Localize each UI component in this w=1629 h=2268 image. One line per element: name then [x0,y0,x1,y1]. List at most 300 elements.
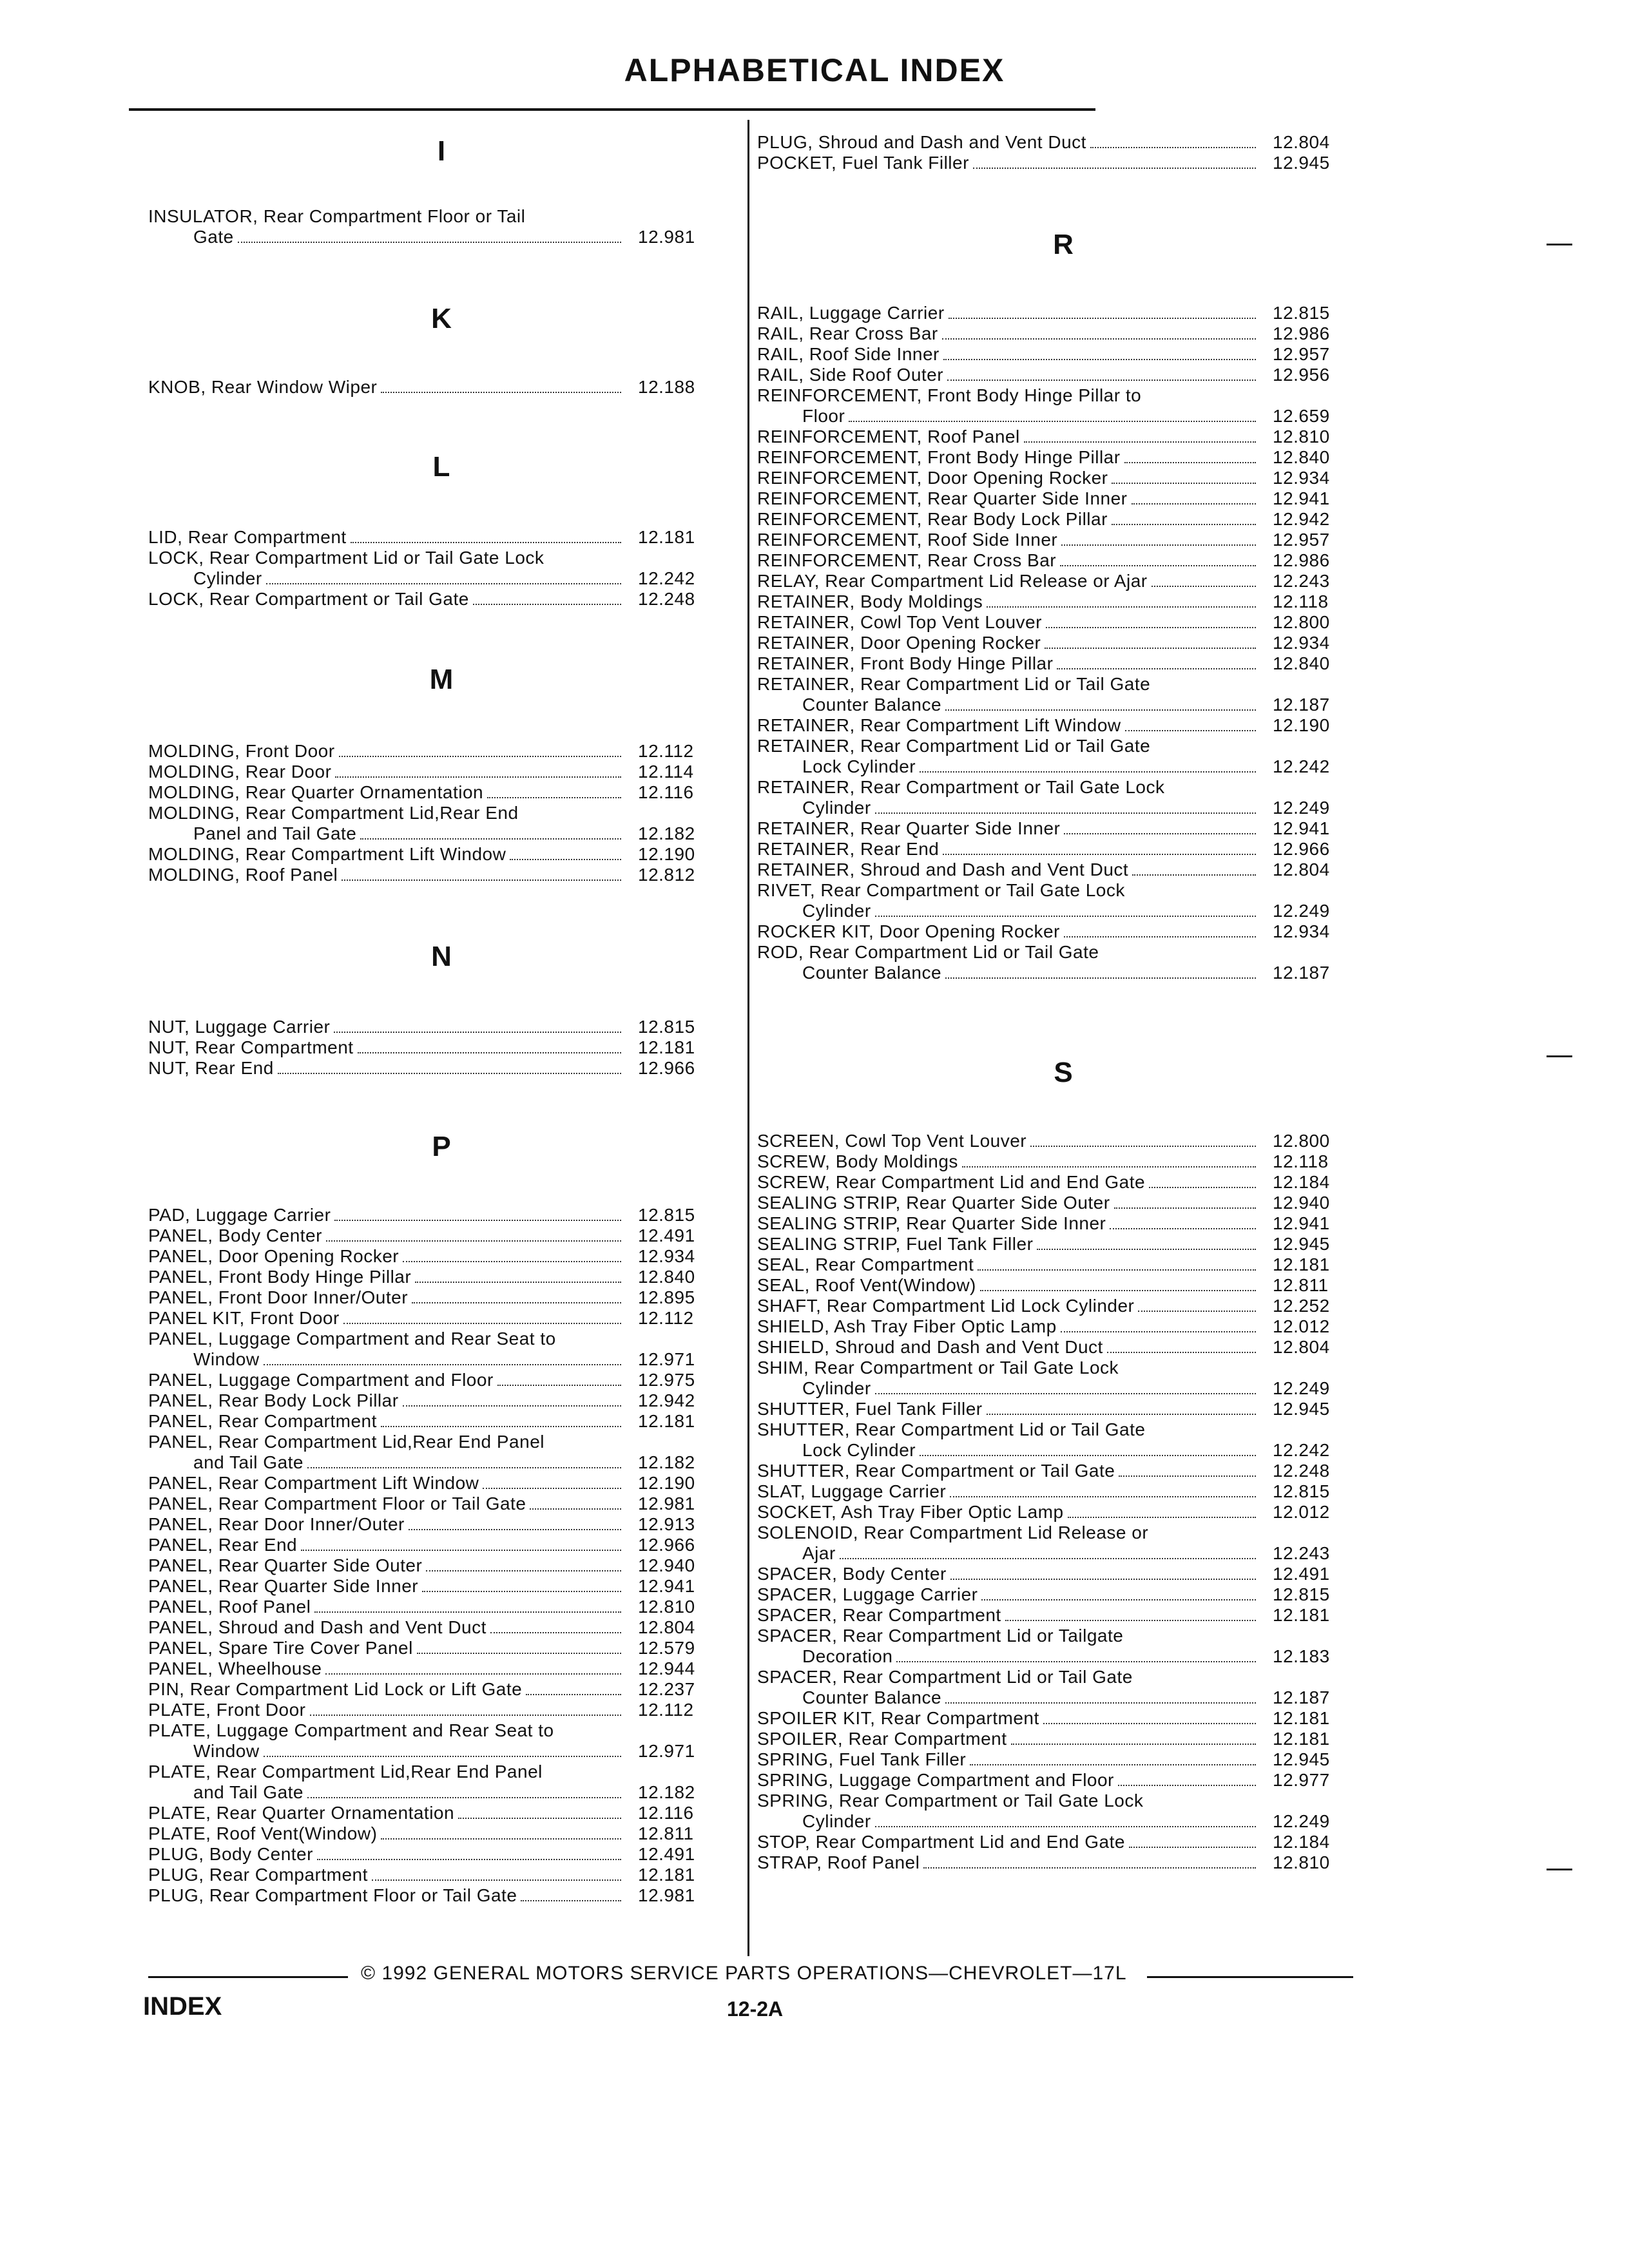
dot-leader [510,859,621,860]
entry-text: REINFORCEMENT, Roof Panel [757,427,1020,447]
page-reference: 12.941 [1273,818,1330,838]
entry-text: PANEL, Rear Compartment [148,1411,377,1431]
dot-leader [307,1467,621,1468]
page-reference: 12.012 [1273,1502,1330,1522]
section-letter: P [432,1131,451,1162]
index-entry [757,942,1369,983]
index-entry [148,1390,735,1411]
page-reference: 12.181 [1273,1708,1330,1728]
index-entry [757,674,1369,715]
index-entry [148,1514,735,1535]
page-reference: 12.248 [1273,1461,1330,1481]
entry-text: NUT, Rear End [148,1058,274,1078]
dot-leader [307,1797,621,1798]
dot-leader [1011,1744,1256,1745]
page-reference: 12.183 [1273,1646,1330,1666]
index-entry [757,488,1369,509]
page-reference: 12.956 [1273,365,1330,385]
page-reference: 12.957 [1273,530,1330,550]
entry-text: REINFORCEMENT, Rear Cross Bar [757,550,1057,570]
dot-leader [264,1364,621,1365]
page-reference: 12.934 [1273,921,1330,941]
page-reference: 12.242 [1273,1440,1330,1460]
dot-leader [372,1879,621,1881]
page-reference: 12.249 [1273,1378,1330,1398]
entry-text: REINFORCEMENT, Roof Side Inner [757,530,1058,550]
index-entry [757,153,1369,173]
page-reference: 12.941 [638,1576,695,1596]
index-entry [148,1617,735,1638]
page-reference: 12.182 [638,823,695,843]
dot-leader [1061,1331,1256,1332]
entry-text: REINFORCEMENT, Rear Quarter Side Inner [757,488,1128,508]
page-reference: 12.187 [1273,695,1330,715]
section-letter: R [1053,229,1074,260]
dot-leader [973,168,1256,169]
entry-text: STRAP, Roof Panel [757,1852,920,1872]
page-reference: 12.190 [638,1473,695,1493]
index-entry [757,385,1369,427]
dot-leader [1119,1475,1256,1477]
index-entry [757,1234,1369,1254]
dot-leader [1024,441,1256,443]
entry-text: RETAINER, Front Body Hinge Pillar [757,653,1054,673]
index-entry [757,818,1369,839]
page-reference: 12.934 [638,1246,695,1266]
dot-leader [351,542,621,543]
page-reference: 12.981 [638,227,695,247]
dot-leader [426,1570,621,1571]
page-reference: 12.895 [638,1287,695,1307]
entry-text: Floor [802,406,845,426]
dot-leader [381,1838,621,1840]
index-entry [148,1638,735,1658]
page-reference: 12.815 [638,1017,695,1037]
dot-leader [978,1269,1256,1271]
entry-text: MOLDING, Front Door [148,741,335,761]
page-reference: 12.942 [1273,509,1330,529]
page-reference: 12.118 [1273,591,1329,611]
dot-leader [326,1240,621,1242]
page-reference: 12.986 [1273,323,1330,343]
index-entry [148,1267,735,1287]
index-entry [757,1172,1369,1193]
dot-leader [950,1496,1256,1497]
index-entry [757,447,1369,468]
page-reference: 12.249 [1273,901,1330,921]
index-entry [148,741,735,762]
page-reference: 12.181 [1273,1729,1330,1749]
dot-leader [473,604,621,605]
entry-text: SEAL, Rear Compartment [757,1254,974,1274]
dot-leader [849,421,1256,422]
page-reference: 12.934 [1273,633,1330,653]
dot-leader [970,1764,1256,1765]
page-reference: 12.242 [638,568,695,588]
index-entry [148,1720,735,1762]
index-entry [148,1037,735,1058]
page-reference: 12.945 [1273,153,1330,173]
entry-text: Cylinder [802,1378,871,1398]
page-reference: 12.811 [638,1823,694,1843]
page-reference: 12.181 [638,527,695,547]
index-entry [757,1502,1369,1523]
dot-leader [875,812,1256,814]
entry-text: PLUG, Rear Compartment [148,1865,368,1885]
page-reference: 12.800 [1273,1131,1330,1151]
page-reference: 12.116 [638,1803,694,1823]
dot-leader [526,1694,621,1695]
dot-leader [530,1508,621,1510]
dot-leader [381,1426,621,1427]
page-reference: 12.804 [1273,132,1330,152]
index-entry [757,365,1369,385]
page-reference: 12.815 [1273,1584,1330,1604]
entry-text: MOLDING, Rear Quarter Ornamentation [148,782,484,802]
page-reference: 12.242 [1273,756,1330,776]
entry-text: PANEL, Rear Compartment Lift Window [148,1473,479,1493]
dot-leader [875,916,1256,917]
page-reference: 12.913 [638,1514,695,1534]
dot-leader [1125,730,1256,731]
page-reference: 12.249 [1273,798,1330,818]
dot-leader [920,1455,1256,1456]
entry-text: RETAINER, Body Moldings [757,591,983,611]
index-entry [148,1803,735,1823]
dot-leader [1064,833,1256,834]
entry-text: SPOILER, Rear Compartment [757,1729,1007,1749]
index-entry [757,1358,1369,1399]
entry-text: PANEL, Rear Quarter Side Outer [148,1555,423,1575]
entry-text: Cylinder [802,1811,871,1831]
entry-text: Decoration [802,1646,893,1666]
index-entry [148,1885,735,1906]
index-entry [757,1296,1369,1316]
entry-text: PANEL, Shroud and Dash and Vent Duct [148,1617,487,1637]
page-reference: 12.804 [638,1617,695,1637]
dot-leader [458,1818,621,1819]
index-entry [757,427,1369,447]
entry-text: Cylinder [193,568,262,588]
page-reference: 12.815 [1273,303,1330,323]
page-reference: 12.237 [638,1679,695,1699]
index-entry [757,1523,1369,1564]
index-entry [757,1461,1369,1481]
page-reference: 12.975 [638,1370,695,1390]
dot-leader [1132,874,1256,876]
entry-text: SOCKET, Ash Tray Fiber Optic Lamp [757,1502,1064,1522]
index-entry [757,323,1369,344]
entry-text: NUT, Rear Compartment [148,1037,354,1057]
index-entry [757,1564,1369,1584]
index-entry [757,344,1369,365]
entry-text: SEALING STRIP, Rear Quarter Side Outer [757,1193,1110,1213]
entry-text: PANEL, Rear Door Inner/Outer [148,1514,405,1534]
entry-text: Counter Balance [802,1687,942,1707]
dot-leader [1112,524,1256,525]
page-reference: 12.945 [1273,1399,1330,1419]
page-reference: 12.840 [1273,653,1330,673]
dot-leader [1005,1620,1256,1621]
dot-leader [1030,1146,1256,1147]
page-reference: 12.118 [1273,1151,1329,1171]
page-reference: 12.187 [1273,1687,1330,1707]
entry-text: Panel and Tail Gate [193,823,357,843]
index-entry [148,1411,735,1432]
index-entry [757,1213,1369,1234]
entry-text: SPACER, Luggage Carrier [757,1584,978,1604]
entry-text: RETAINER, Door Opening Rocker [757,633,1041,653]
entry-text: RELAY, Rear Compartment Lid Release or Ajar [757,571,1148,591]
page-reference: 12.491 [1273,1564,1330,1584]
page-reference: 12.491 [638,1225,695,1245]
index-entry [148,1225,735,1246]
entry-text: MOLDING, Roof Panel [148,865,338,885]
entry-text: PLATE, Roof Vent(Window) [148,1823,378,1843]
index-entry [757,509,1369,530]
entry-text: SOLENOID, Rear Compartment Lid Release or [757,1523,1149,1542]
entry-text: LID, Rear Compartment [148,527,347,547]
entry-text: MOLDING, Rear Door [148,762,332,782]
page-reference: 12.188 [638,377,695,397]
page-reference: 12.491 [638,1844,695,1864]
index-entry [148,865,735,885]
page-reference: 12.840 [1273,447,1330,467]
section-letter: L [432,451,450,483]
dot-leader [381,392,621,393]
dot-leader [840,1558,1256,1559]
page-reference: 12.804 [1273,860,1330,879]
page-reference: 12.116 [638,782,694,802]
dot-leader [1061,544,1256,546]
entry-text: Counter Balance [802,695,942,715]
dot-leader [417,1653,621,1654]
dot-leader [1132,503,1257,505]
dot-leader [339,756,621,757]
dot-leader [945,1702,1256,1704]
dot-leader [1152,586,1256,587]
index-entry [757,653,1369,674]
dot-leader [342,879,621,881]
entry-text: PLUG, Shroud and Dash and Vent Duct [757,132,1086,152]
index-entry [148,1865,735,1885]
index-entry [757,921,1369,942]
index-entry [757,1852,1369,1873]
entry-text: PANEL, Front Door Inner/Outer [148,1287,409,1307]
page-reference: 12.810 [638,1597,695,1617]
dot-leader [325,1673,621,1675]
dot-leader [278,1073,621,1074]
page-reference: 12.966 [638,1535,695,1555]
index-entry [148,844,735,865]
dot-leader [415,1282,621,1283]
page-title: ALPHABETICAL INDEX [624,52,1005,88]
entry-text: SPACER, Rear Compartment Lid or Tail Gate [757,1667,1133,1687]
page-reference: 12.942 [638,1390,695,1410]
entry-text: RAIL, Luggage Carrier [757,303,945,323]
page-reference: 12.187 [1273,963,1330,983]
dot-leader [264,1756,621,1757]
index-entry [148,1844,735,1865]
entry-text: PIN, Rear Compartment Lid Lock or Lift Gate [148,1679,523,1699]
dot-leader [1068,1517,1256,1518]
page-reference: 12.112 [638,741,694,761]
index-entry [148,1597,735,1617]
entry-text: RIVET, Rear Compartment or Tail Gate Lock [757,880,1125,900]
dot-leader [1138,1311,1256,1312]
page-reference: 12.181 [1273,1254,1330,1274]
page-reference: 12.815 [1273,1481,1330,1501]
page-reference: 12.252 [1273,1296,1330,1316]
dot-leader [1043,1723,1256,1724]
entry-text: KNOB, Rear Window Wiper [148,377,378,397]
page-reference: 12.957 [1273,344,1330,364]
index-entry [757,1337,1369,1358]
index-entry [757,550,1369,571]
page-reference: 12.243 [1273,1543,1330,1563]
entry-text: SPOILER KIT, Rear Compartment [757,1708,1039,1728]
footer-rule-left [148,1976,348,1978]
index-entry [148,1370,735,1390]
entry-text: RETAINER, Shroud and Dash and Vent Duct [757,860,1129,879]
page-reference: 12.986 [1273,550,1330,570]
entry-text: PLUG, Body Center [148,1844,313,1864]
dot-leader [947,380,1256,381]
page-reference: 12.812 [638,865,695,885]
dot-leader [950,1579,1256,1580]
page-reference: 12.945 [1273,1234,1330,1254]
page-reference: 12.977 [1273,1770,1330,1790]
dot-leader [334,1220,621,1221]
index-entry [148,1823,735,1844]
index-entry [148,1535,735,1555]
dot-leader [1149,1187,1256,1188]
page-reference: 12.579 [638,1638,695,1658]
dot-leader [945,709,1256,711]
dot-leader [409,1529,621,1530]
entry-text: PANEL, Luggage Compartment and Floor [148,1370,494,1390]
dot-leader [238,242,621,243]
entry-text: Ajar [802,1543,836,1563]
dot-leader [943,854,1256,855]
entry-text: PLATE, Rear Compartment Lid,Rear End Panel [148,1762,543,1782]
dot-leader [360,838,621,840]
entry-text: RETAINER, Cowl Top Vent Louver [757,612,1042,632]
entry-text: PANEL, Rear End [148,1535,298,1555]
page-reference: 12.190 [638,844,695,864]
page-reference: 12.810 [1273,1852,1330,1872]
dot-leader [945,977,1256,979]
page-reference: 12.934 [1273,468,1330,488]
index-entry [148,548,735,589]
entry-text: PANEL, Spare Tire Cover Panel [148,1638,413,1658]
entry-text: RETAINER, Rear End [757,839,940,859]
entry-text: PANEL, Door Opening Rocker [148,1246,400,1266]
index-entry [148,1058,735,1079]
entry-text: SHUTTER, Fuel Tank Filler [757,1399,983,1419]
index-entry [148,1762,735,1803]
entry-text: PLUG, Rear Compartment Floor or Tail Gate [148,1885,517,1905]
entry-text: SPACER, Rear Compartment Lid or Tailgate [757,1626,1124,1646]
margin-mark [1547,1869,1572,1870]
dot-leader [1057,668,1256,669]
dot-leader [487,797,621,798]
section-letter: S [1054,1057,1073,1088]
dot-leader [403,1405,621,1407]
entry-text: SPRING, Luggage Compartment and Floor [757,1770,1114,1790]
entry-text: PANEL, Body Center [148,1225,322,1245]
page-reference: 12.941 [1273,1213,1330,1233]
entry-text: SCREEN, Cowl Top Vent Louver [757,1131,1027,1151]
entry-text: RETAINER, Rear Quarter Side Inner [757,818,1061,838]
entry-text: RAIL, Roof Side Inner [757,344,940,364]
index-entry [757,1275,1369,1296]
entry-text: LOCK, Rear Compartment Lid or Tail Gate Lock [148,548,545,568]
index-entry [148,1473,735,1494]
entry-text: REINFORCEMENT, Rear Body Lock Pillar [757,509,1108,529]
page-reference: 12.810 [1273,427,1330,447]
page-reference: 12.966 [1273,839,1330,859]
index-entry [757,1749,1369,1770]
entry-text: SHIM, Rear Compartment or Tail Gate Lock [757,1358,1119,1378]
dot-leader [1114,1207,1256,1209]
dot-leader [1112,483,1256,484]
dot-leader [896,1661,1256,1662]
dot-leader [490,1632,621,1633]
entry-text: SLAT, Luggage Carrier [757,1481,947,1501]
page-reference: 12.945 [1273,1749,1330,1769]
index-entry [757,1667,1369,1708]
dot-leader [497,1385,621,1386]
dot-leader [310,1715,621,1716]
dot-leader [483,1488,621,1489]
page-reference: 12.184 [1273,1172,1330,1192]
page-reference: 12.181 [638,1865,695,1885]
dot-leader [358,1052,621,1053]
entry-text: Window [193,1349,260,1369]
entry-text: STOP, Rear Compartment Lid and End Gate [757,1832,1125,1852]
entry-text: Lock Cylinder [802,1440,916,1460]
entry-text: SPACER, Rear Compartment [757,1605,1001,1625]
index-entry [757,612,1369,633]
index-entry [148,1287,735,1308]
entry-text: RETAINER, Rear Compartment or Tail Gate Lock [757,777,1165,797]
dot-leader [962,1166,1256,1168]
page-reference: 12.804 [1273,1337,1330,1357]
dot-leader [942,338,1256,340]
entry-text: Lock Cylinder [802,756,916,776]
entry-text: MOLDING, Rear Compartment Lid,Rear End [148,803,519,823]
index-entry [148,1658,735,1679]
entry-text: ROD, Rear Compartment Lid or Tail Gate [757,942,1099,962]
index-entry [757,132,1369,153]
entry-text: SPRING, Fuel Tank Filler [757,1749,967,1769]
page-reference: 12.971 [638,1349,695,1369]
index-entry [148,206,735,247]
dot-leader [521,1900,621,1901]
entry-text: SHIELD, Ash Tray Fiber Optic Lamp [757,1316,1057,1336]
entry-text: SPRING, Rear Compartment or Tail Gate Lock [757,1791,1144,1811]
dot-leader [1045,648,1256,649]
page-reference: 12.182 [638,1782,695,1802]
dot-leader [266,583,621,584]
entry-text: SHAFT, Rear Compartment Lid Lock Cylinder [757,1296,1135,1316]
entry-text: PLATE, Front Door [148,1700,306,1720]
dot-leader [1110,1228,1256,1229]
entry-text: SPACER, Body Center [757,1564,947,1584]
margin-mark [1547,1055,1572,1057]
entry-text: NUT, Luggage Carrier [148,1017,331,1037]
